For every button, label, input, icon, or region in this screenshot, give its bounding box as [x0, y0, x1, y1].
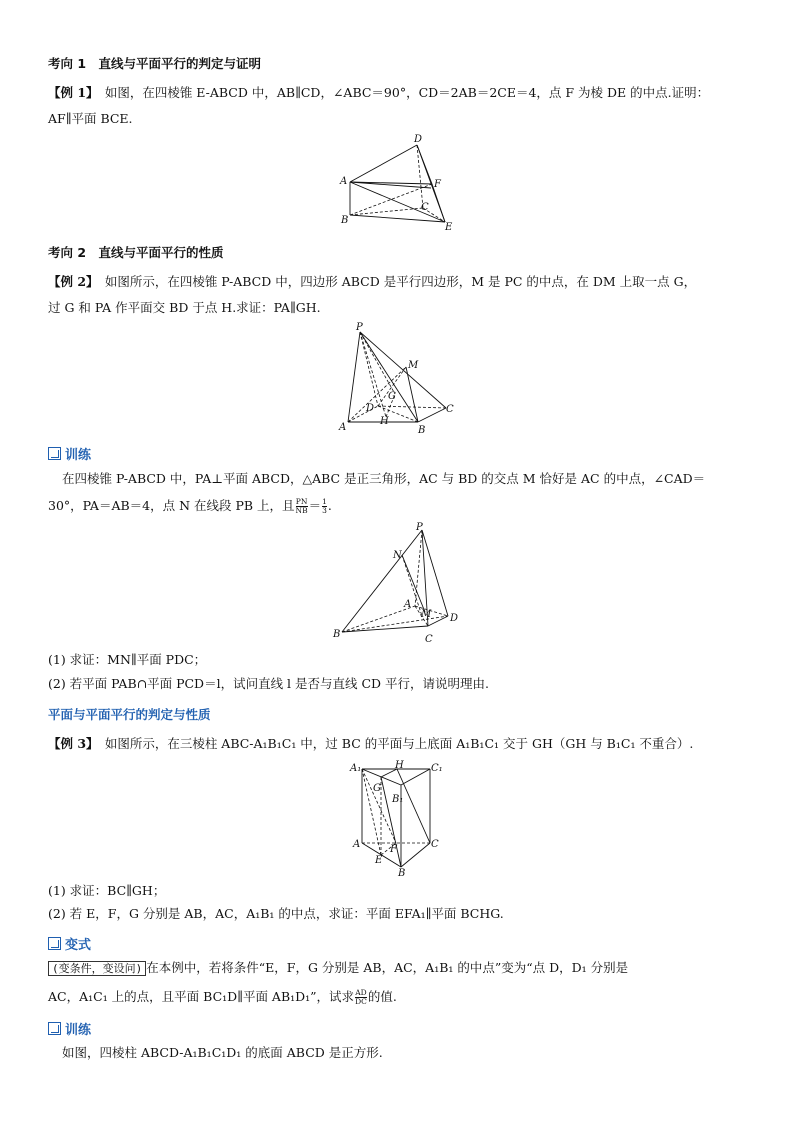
training-1-label [48, 444, 91, 463]
section-heading-1: 考向 1 直线与平面平行的判定与证明 [48, 56, 262, 71]
training-2-label [48, 1019, 91, 1038]
fig2-label-H: H [380, 416, 389, 427]
variant-text-2b: 的值. [367, 989, 397, 1004]
fig2-label-A: A [339, 422, 347, 433]
training-1-question-1: (1) 求证：MN∥平面 PDC； [48, 652, 207, 667]
variant-label [48, 934, 91, 953]
fig2-label-C: C [446, 404, 454, 415]
fraction-one-third [322, 498, 327, 515]
figure-3-pyramid [330, 520, 465, 645]
frac-num: PN [295, 497, 308, 506]
section-heading-2: 考向 2 直线与平面平行的性质 [48, 245, 224, 260]
example-2-tag: 【例 2】 [48, 274, 93, 289]
variant-text-1: 在本例中，若将条件“E，F，G 分别是 AB，AC，A₁B₁ 的中点”变为“点 D，D₁ 分别是 [146, 960, 629, 975]
example-2-line-1 [48, 271, 696, 292]
fig3-label-A: A [404, 599, 412, 610]
training-1-text-2a: 30°，PA＝AB＝4，点 N 在线段 PB 上，且 [48, 498, 295, 513]
fig2-label-G: G [388, 391, 396, 402]
frac-ad: AD [355, 988, 367, 997]
fig4-label-B1: B₁ [392, 794, 404, 805]
training-1-text: 训练 [65, 448, 92, 463]
fig4-label-B: B [398, 868, 406, 879]
fig1-label-C: C [421, 202, 429, 213]
example-2-line-2: 过 G 和 PA 作平面交 BD 于点 H.求证：PA∥GH. [48, 300, 321, 315]
figure-4-prism [345, 757, 450, 879]
example-3-question-1: (1) 求证：BC∥GH； [48, 883, 166, 898]
fig2-label-P: P [356, 322, 363, 333]
fig3-label-N: N [393, 550, 402, 561]
fig4-label-A: A [353, 839, 361, 850]
variant-line-2 [48, 986, 397, 1007]
fig1-label-E: E [445, 222, 453, 233]
example-1-text-1: 如图，在四棱锥 E-ABCD 中，AB∥CD，∠ABC＝90°，CD＝2AB＝2CE＝4，点 F 为棱 DE 的中点.证明： [92, 85, 710, 100]
fig2-label-D: D [366, 403, 375, 414]
fig4-label-G: G [373, 783, 381, 794]
example-1-line-2: AF∥平面 BCE. [48, 111, 133, 126]
training-2-line-1: 如图，四棱柱 ABCD-A₁B₁C₁D₁ 的底面 ABCD 是正方形. [62, 1045, 383, 1060]
training-1-text-2c: . [327, 498, 332, 513]
fig4-label-F: F [390, 844, 397, 855]
fig3-label-M: M [421, 609, 432, 620]
fig4-label-C1: C₁ [431, 763, 443, 774]
example-3-text-1: 如图所示，在三棱柱 ABC-A₁B₁C₁ 中，过 BC 的平面与上底面 A₁B₁C₁ 交于 GH（GH 与 B₁C₁ 不重合）. [92, 736, 694, 751]
frac2-num: 1 [322, 497, 327, 506]
section-heading-3: 平面与平面平行的判定与性质 [48, 707, 211, 722]
example-3-tag: 【例 3】 [48, 736, 93, 751]
fig1-label-A: A [340, 176, 348, 187]
frac2-den: 3 [322, 506, 327, 515]
fig2-label-B: B [418, 425, 426, 436]
figure-1-pyramid [335, 130, 465, 235]
fig1-label-B: B [341, 215, 349, 226]
training-1-line-2 [48, 495, 332, 516]
fig1-label-D: D [414, 134, 423, 145]
training-2-text: 训练 [65, 1023, 92, 1038]
fig3-label-D: D [450, 613, 459, 624]
fig1-label-F: F [434, 179, 441, 190]
fig3-label-P: P [416, 522, 423, 533]
training-2-icon [48, 1022, 61, 1035]
example-3-question-2: (2) 若 E，F，G 分别是 AB，AC，A₁B₁ 的中点，求证：平面 EFA₁∥平面 BCHG. [48, 906, 504, 921]
example-2-text-1: 如图所示，在四棱锥 P-ABCD 中，四边形 ABCD 是平行四边形，M 是 PC 的中点，在 DM 上取一点 G， [92, 274, 697, 289]
training-1-text-2b: ＝ [308, 498, 322, 513]
example-1-line-1 [48, 82, 709, 103]
variant-line-1 [48, 957, 628, 979]
example-1-tag: 【例 1】 [48, 85, 93, 100]
fraction-ad-dc [355, 989, 367, 1006]
variant-icon [48, 937, 61, 950]
fig4-label-A1: A₁ [350, 763, 362, 774]
training-icon [48, 447, 61, 460]
fig4-label-C: C [431, 839, 439, 850]
fig3-label-B: B [333, 629, 341, 640]
frac-den: NB [295, 506, 308, 515]
fig3-label-C: C [425, 634, 433, 645]
figure-2-pyramid [338, 320, 463, 438]
example-3-line-1 [48, 733, 693, 754]
fig4-label-H: H [395, 760, 404, 771]
fraction-pn-nb [296, 498, 308, 515]
frac-dc: DC [355, 997, 367, 1006]
training-1-question-2: (2) 若平面 PAB∩平面 PCD＝l，试问直线 l 是否与直线 CD 平行，请说明理由. [48, 676, 490, 691]
variant-text-2a: AC，A₁C₁ 上的点，且平面 BC₁D∥平面 AB₁D₁”，试求 [48, 989, 355, 1004]
fig2-label-M: M [408, 360, 419, 371]
fig4-label-E: E [375, 855, 383, 866]
variant-text: 变式 [65, 938, 92, 953]
variant-tag-box: (变条件，变设问) [48, 961, 146, 976]
training-1-line-1: 在四棱锥 P-ABCD 中，PA⊥平面 ABCD，△ABC 是正三角形，AC 与 BD 的交点 M 恰好是 AC 的中点，∠CAD＝ [62, 471, 706, 486]
